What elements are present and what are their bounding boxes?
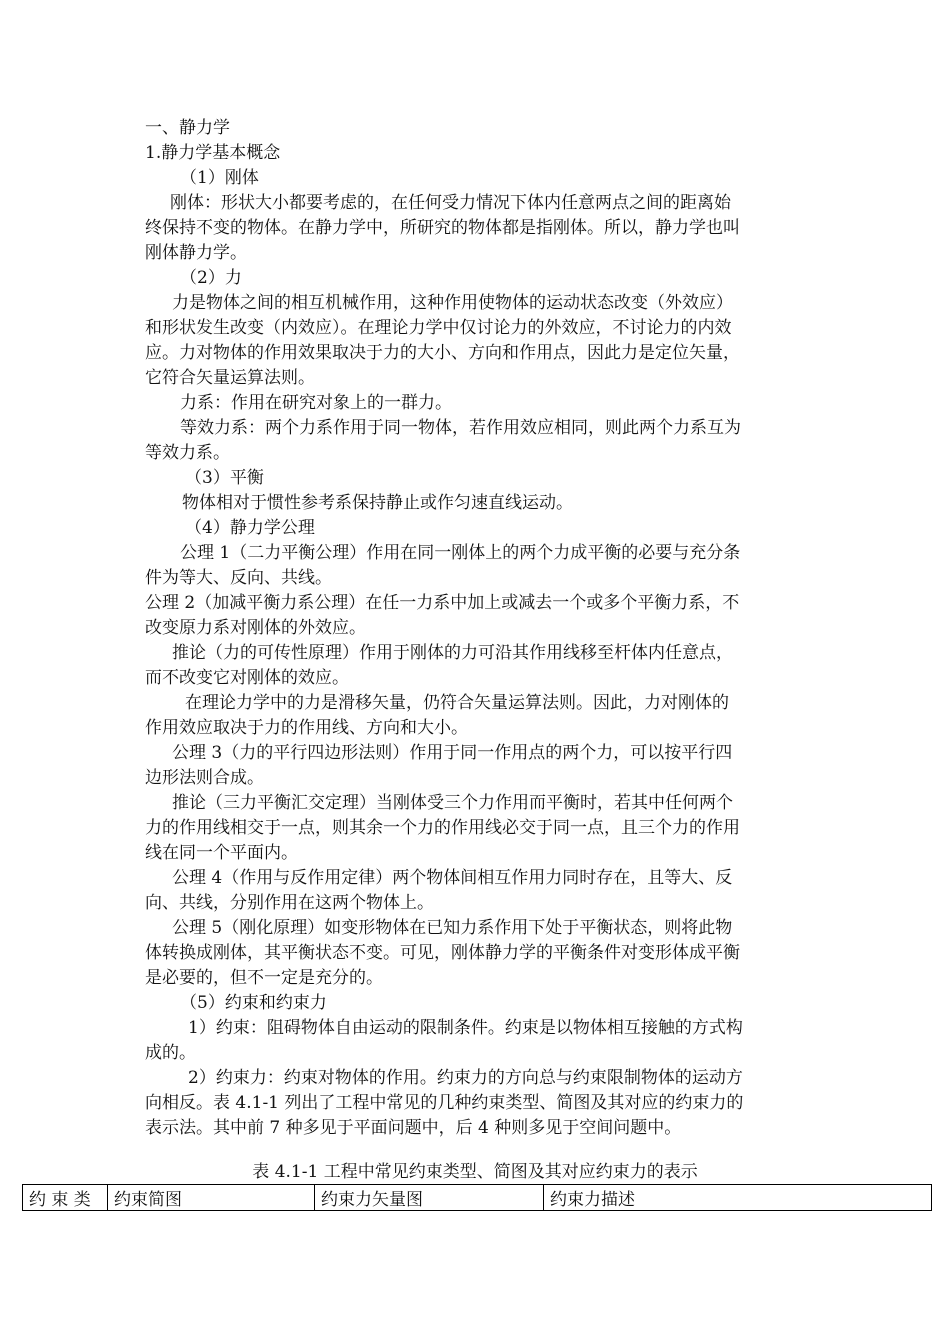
body-line: 力的作用线相交于一点，则其余一个力的作用线必交于同一点，且三个力的作用	[145, 818, 740, 838]
body-line: 等效力系。	[145, 443, 230, 463]
body-line: 公理 3（力的平行四边形法则）作用于同一作用点的两个力，可以按平行四	[172, 743, 733, 763]
body-line: 改变原力系对刚体的外效应。	[145, 618, 366, 638]
constraint-table	[22, 1184, 932, 1211]
body-line: 刚体静力学。	[145, 243, 247, 263]
body-line: 向、共线，分别作用在这两个物体上。	[145, 893, 434, 913]
table-caption: 表 4.1-1 工程中常见约束类型、简图及其对应约束力的表示	[252, 1162, 698, 1182]
table-header-cell: 约束力矢量图	[315, 1185, 544, 1211]
table-header-cell: 约 束 类	[23, 1185, 108, 1211]
table-header-cell: 约束力描述	[544, 1185, 932, 1211]
body-line: 表示法。其中前 7 种多见于平面问题中，后 4 种则多见于空间问题中。	[145, 1118, 682, 1138]
body-line: 而不改变它对刚体的效应。	[145, 668, 349, 688]
body-line: 它符合矢量运算法则。	[145, 368, 315, 388]
body-line: 体转换成刚体，其平衡状态不变。可见，刚体静力学的平衡条件对变形体成平衡	[145, 943, 740, 963]
item-heading: （2）力	[180, 268, 242, 288]
body-line: 和形状发生改变（内效应）。在理论力学中仅讨论力的外效应，不讨论力的内效	[145, 318, 732, 338]
body-line: 公理 1（二力平衡公理）作用在同一刚体上的两个力成平衡的必要与充分条	[180, 543, 741, 563]
body-line: 线在同一个平面内。	[145, 843, 298, 863]
body-line: 公理 4（作用与反作用定律）两个物体间相互作用力同时存在，且等大、反	[172, 868, 733, 888]
body-line: 边形法则合成。	[145, 768, 264, 788]
body-line: 终保持不变的物体。在静力学中，所研究的物体都是指刚体。所以，静力学也叫	[145, 218, 740, 238]
body-line: 成的。	[145, 1043, 196, 1063]
body-line: 等效力系：两个力系作用于同一物体，若作用效应相同，则此两个力系互为	[180, 418, 741, 438]
body-line: 在理论力学中的力是滑移矢量，仍符合矢量运算法则。因此，力对刚体的	[185, 693, 729, 713]
body-line: 2）约束力：约束对物体的作用。约束力的方向总与约束限制物体的运动方	[188, 1068, 743, 1088]
body-line: 作用效应取决于力的作用线、方向和大小。	[145, 718, 468, 738]
body-line: 物体相对于惯性参考系保持静止或作匀速直线运动。	[182, 493, 573, 513]
body-line: 件为等大、反向、共线。	[145, 568, 332, 588]
body-line: 推论（三力平衡汇交定理）当刚体受三个力作用而平衡时，若其中任何两个	[172, 793, 733, 813]
body-line: 推论（力的可传性原理）作用于刚体的力可沿其作用线移至杆体内任意点，	[172, 643, 733, 663]
body-line: 公理 5（刚化原理）如变形物体在已知力系作用下处于平衡状态，则将此物	[172, 918, 733, 938]
subsection-heading: 1.静力学基本概念	[145, 143, 281, 163]
body-line: 力系：作用在研究对象上的一群力。	[180, 393, 452, 413]
body-line: 力是物体之间的相互机械作用，这种作用使物体的运动状态改变（外效应）	[172, 293, 733, 313]
body-line: 公理 2（加减平衡力系公理）在任一力系中加上或减去一个或多个平衡力系，不	[145, 593, 740, 613]
item-heading: （3）平衡	[185, 468, 264, 488]
table-header-cell: 约束简图	[108, 1185, 315, 1211]
body-line: 应。力对物体的作用效果取决于力的大小、方向和作用点，因此力是定位矢量，	[145, 343, 740, 363]
body-line: 向相反。表 4.1-1 列出了工程中常见的几种约束类型、简图及其对应的约束力的	[145, 1093, 744, 1113]
item-heading: （1）刚体	[180, 168, 259, 188]
item-heading: （5）约束和约束力	[180, 993, 327, 1013]
section-heading: 一、静力学	[145, 118, 230, 138]
table-header-row	[23, 1185, 932, 1211]
body-line: 刚体：形状大小都要考虑的，在任何受力情况下体内任意两点之间的距离始	[170, 193, 731, 213]
item-heading: （4）静力学公理	[185, 518, 315, 538]
body-line: 是必要的，但不一定是充分的。	[145, 968, 383, 988]
body-line: 1）约束：阻碍物体自由运动的限制条件。约束是以物体相互接触的方式构	[188, 1018, 743, 1038]
